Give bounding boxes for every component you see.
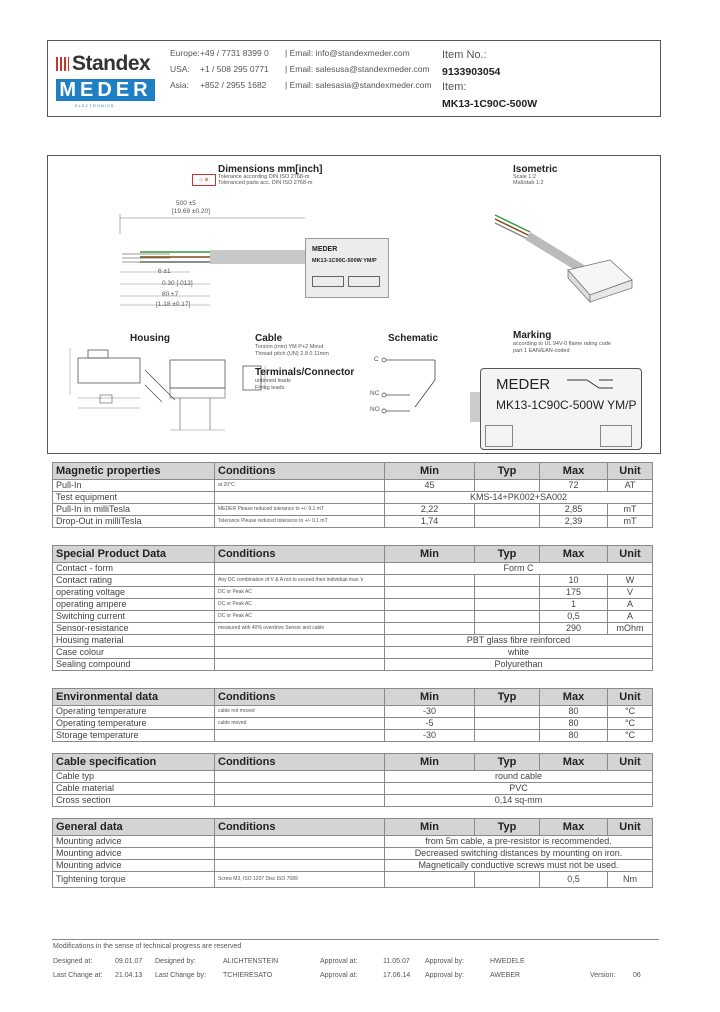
dim-118: [1.18 ±0.17] [156, 301, 191, 308]
schematic-title: Schematic [388, 333, 439, 344]
cable-note-1: Torsion (mm) YM P+2 Minut [255, 344, 324, 350]
designed-by-label: Designed by: [155, 958, 196, 965]
standex-mark-icon [56, 57, 69, 71]
table-row: Tightening torque Screw M3, ISO 1207 Disc ISO 7089 0,5 Nm [53, 872, 653, 888]
col-typ: Typ [475, 463, 540, 480]
standex-logo [56, 52, 150, 76]
item-no-value: 9133903054 [442, 66, 501, 78]
contact-region-europe: Europe: [170, 48, 200, 58]
terminals-note-1: untinned leads [255, 378, 291, 384]
dimensions-title: Dimensions mm[inch] [218, 164, 323, 175]
meder-logo-subtitle: ELECTRONICS [75, 103, 115, 108]
table-row: Case colour white [53, 647, 653, 659]
item-label: Item: [442, 81, 467, 93]
col-min: Min [385, 463, 475, 480]
table-row: Operating temperature cable moved -5 80 °C [53, 718, 653, 730]
contact-email-asia[interactable]: | Email: salesasia@standexmeder.com [285, 80, 432, 90]
terminals-title: Terminals/Connector [255, 367, 355, 378]
table-row: Mounting advice Magnetically conductive screws must not be used. [53, 860, 653, 872]
schematic-no-label: NO [370, 406, 380, 413]
general-title: General data [53, 819, 215, 836]
table-row: Cable material PVC [53, 783, 653, 795]
approval2-at-value: 17.06.14 [383, 972, 411, 979]
table-row: Cable typ round cable [53, 771, 653, 783]
table-row: Contact rating Any DC combination of V & A not to exceed their individual max.'s 10 W [53, 575, 653, 587]
last-change-by-value: TCHIERESATO [223, 972, 273, 979]
standex-brand: Standex [72, 52, 151, 75]
item-no-label: Item No.: [442, 49, 487, 61]
marking-note-2: part 1 EAN/EAN-coded [513, 348, 570, 354]
housing-title: Housing [130, 333, 170, 344]
contact-email-europe[interactable]: | Email: info@standexmeder.com [285, 48, 410, 58]
approved-at-label: Approval at: [320, 958, 358, 965]
contact-phone-europe: +49 / 7731 8399 0 [200, 48, 269, 58]
marking-switch-symbol [565, 374, 615, 392]
table-row: Switching current DC or Peak AC 0,5 A [53, 611, 653, 623]
general-data-table: General data Conditions Min Typ Max Unit Mounting advice from 5m cable, a pre-resistor is recommended. Mounting advice Decreased switching distances by mounting on iron. Mounting advice Magnetically conductive screws must not be used. Tightening torque Screw M3, ISO 1207 Disc ISO 7089 0,5 Nm [52, 818, 653, 888]
marking-title: Marking [513, 330, 552, 341]
isometric-view [490, 210, 640, 310]
col-max: Max [540, 463, 608, 480]
footer-note: Modifications in the sense of technical progress are reserved [53, 943, 242, 950]
marking-text-line2: MK13-1C90C-500W YM/P [496, 398, 637, 412]
last-change-by-label: Last Change by: [155, 972, 206, 979]
table-row: Mounting advice Decreased switching distances by mounting on iron. [53, 848, 653, 860]
table-row: Sealing compound Polyurethan [53, 659, 653, 671]
magnetic-properties-table [52, 462, 653, 528]
table-row: Pull-In in milliTesla MEDER Please reduced tolerance to +/- 0.1 mT 2,22 2,85 mT [53, 504, 653, 516]
table-row: Mounting advice from 5m cable, a pre-resistor is recommended. [53, 836, 653, 848]
footer-divider [52, 939, 659, 940]
item-value: MK13-1C90C-500W [442, 98, 538, 110]
contact-region-usa: USA: [170, 64, 190, 74]
col-unit: Unit [608, 463, 653, 480]
approval2-by-label: Approval by: [425, 972, 464, 979]
approval2-at-label: Approval at: [320, 972, 358, 979]
contact-phone-asia: +852 / 2955 1682 [200, 80, 267, 90]
dimensions-note-1: Tolerance according DIN ISO 2768-m [218, 174, 310, 180]
dimensions-note-2: Toleranced parts acc. DIN ISO 2768-m [218, 180, 313, 186]
table-row: operating voltage DC or Peak AC 175 V [53, 587, 653, 599]
contact-email-usa[interactable]: | Email: salesusa@standexmeder.com [285, 64, 430, 74]
meder-logo: MEDER [56, 79, 155, 101]
table-row: Drop-Out in milliTesla Tolerance Please reduced tolerance to +/- 0.1 mT 1,74 2,39 mT [53, 516, 653, 528]
dim-030: 0.30 [.012] [162, 280, 193, 287]
designed-by-value: ALICHTENSTEIN [223, 958, 279, 965]
environmental-title: Environmental data [53, 689, 215, 706]
marking-cable-stub [470, 392, 480, 422]
magnetic-title: Magnetic properties [53, 463, 215, 480]
table-row: Pull-In at 20°C 45 72 AT [53, 480, 653, 492]
marking-note-1: according to UL 94V-0 flame rating code [513, 341, 611, 347]
designed-at-value: 09.01.07 [115, 958, 143, 965]
cable-title: Cable [255, 333, 283, 344]
special-product-table: Special Product Data Conditions Min Typ Max Unit Contact - form Form C Contact rating Any DC combination of V & A not to exceed their individual max.'s 10 W operating voltage DC or Peak AC 175 V operating ampere DC or Peak AC 1 A Switching current DC or Peak AC 0,5 A Sensor-resistance measured with 40% overdrive Sensor and cable 290 mOhm Housing material PBT glass fibre reinforced Case colour white Sealing compound Polyurethan [52, 545, 653, 671]
terminals-note-2: Flying leads [255, 385, 285, 391]
dim-1969: [19.69 ±0.20] [172, 208, 210, 215]
marking-mount-right [600, 425, 632, 447]
special-title: Special Product Data [53, 546, 215, 563]
table-row: Housing material PBT glass fibre reinforced [53, 635, 653, 647]
schematic-nc-label: NC [370, 390, 380, 397]
rohs-icon: ◇ ⊕ [192, 174, 216, 186]
isometric-title: Isometric [513, 164, 558, 175]
schematic-c-label: C [374, 356, 379, 363]
table-row: Cross section 0,14 sq-mm [53, 795, 653, 807]
cable-specification-table: Cable specification Conditions Min Typ Max Unit Cable typ round cable Cable material PVC Cross section 0,14 sq-mm [52, 753, 653, 807]
approved-at-value: 11.05.07 [383, 958, 410, 965]
last-change-at-value: 21.04.13 [115, 972, 143, 979]
table-row: Contact - form Form C [53, 563, 653, 575]
approved-by-label: Approval by: [425, 958, 464, 965]
sensor-slot-right [348, 276, 380, 287]
sensor-label-line1: MEDER [312, 246, 338, 253]
cable-spec-title: Cable specification [53, 754, 215, 771]
dim-6: 6 ±1 [158, 268, 171, 275]
marking-text-line1: MEDER [496, 376, 551, 393]
table-row: Storage temperature -30 80 °C [53, 730, 653, 742]
contact-region-asia: Asia: [170, 80, 189, 90]
isometric-note-1: Scale 1:2 [513, 174, 536, 180]
table-row: operating ampere DC or Peak AC 1 A [53, 599, 653, 611]
approved-by-value: HWEDELE [490, 958, 525, 965]
last-change-at-label: Last Change at: [53, 972, 103, 979]
sensor-label-line2: MK13-1C90C-500W YM/P [312, 258, 377, 264]
marking-mount-left [485, 425, 513, 447]
table-row: Test equipment KMS-14+PK002+SA002 [53, 492, 653, 504]
environmental-table: Environmental data Conditions Min Typ Max Unit Operating temperature cable not moved -30 80 °C Operating temperature cable moved -5 80 °C Storage temperature -30 80 °C [52, 688, 653, 742]
table-row: Sensor-resistance measured with 40% overdrive Sensor and cable 290 mOhm [53, 623, 653, 635]
version-value: 06 [633, 972, 641, 979]
designed-at-label: Designed at: [53, 958, 93, 965]
isometric-note-2: Maßstab 1:2 [513, 180, 544, 186]
dim-500: 500 ±5 [176, 200, 196, 207]
cable-note-2: Thread pitch (UN) 2.8 0.11mm [255, 351, 329, 357]
approval2-by-value: AWEBER [490, 972, 521, 979]
table-row: Operating temperature cable not moved -30 80 °C [53, 706, 653, 718]
schematic-diagram [380, 345, 450, 420]
sensor-slot-left [312, 276, 344, 287]
dim-80: 80 ±7 [162, 291, 179, 298]
col-conditions: Conditions [215, 463, 385, 480]
housing-drawing [60, 330, 240, 440]
contact-phone-usa: +1 / 508 295 0771 [200, 64, 269, 74]
version-label: Version: [590, 972, 616, 979]
